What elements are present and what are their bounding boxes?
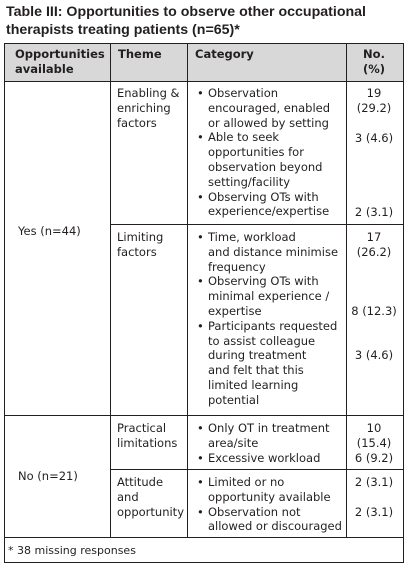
count-value: 19 (29.2) bbox=[356, 86, 392, 115]
category-list-practical bbox=[197, 421, 330, 465]
theme-attitude-opportunity: Attitude and opportunity bbox=[117, 475, 184, 519]
category-item: • Excessive workload bbox=[197, 451, 330, 466]
table-footnote: * 38 missing responses bbox=[8, 544, 136, 557]
category-list-limiting bbox=[197, 230, 338, 408]
count-value: 10 (15.4) bbox=[356, 421, 392, 450]
theme-practical-limitations: Practical limitations bbox=[117, 421, 178, 450]
column-divider-1 bbox=[110, 44, 111, 537]
theme-limiting-factors: Limiting factors bbox=[117, 230, 164, 259]
category-item: • Only OT in treatment area/site bbox=[197, 421, 330, 451]
category-list-enabling bbox=[197, 86, 330, 219]
category-item: • Observation not allowed or discouraged bbox=[197, 505, 342, 535]
count-value: 3 (4.6) bbox=[354, 131, 394, 145]
category-item: • Limited or no opportunity available bbox=[197, 475, 342, 505]
group-label-yes: Yes (n=44) bbox=[18, 224, 81, 238]
category-item: • Observation encouraged, enabled or allowed by setting bbox=[197, 86, 330, 130]
category-item: • Time, workload and distance minimise frequency bbox=[197, 230, 338, 274]
table-title bbox=[6, 4, 404, 39]
count-value: 3 (4.6) bbox=[354, 348, 394, 362]
group-label-no: No (n=21) bbox=[18, 469, 78, 483]
category-item: • Participants requested to assist colleague during treatment and felt that this limited learning potential bbox=[197, 319, 338, 408]
header-divider bbox=[5, 81, 403, 82]
count-value: 17 (26.2) bbox=[356, 230, 392, 259]
group-divider bbox=[5, 415, 403, 416]
footnote-divider bbox=[5, 537, 403, 538]
table-title-line-1: Table III: Opportunities to observe other occupational bbox=[6, 4, 366, 20]
header-opportunities: Opportunities available bbox=[15, 47, 105, 76]
category-item: • Able to seek opportunities for observation beyond setting/facility bbox=[197, 130, 330, 189]
header-category: Category bbox=[195, 47, 254, 61]
category-item: • Observing OTs with minimal experience / expertise bbox=[197, 274, 338, 318]
count-value: 6 (9.2) bbox=[354, 451, 394, 465]
count-value: 2 (3.1) bbox=[354, 475, 394, 489]
table-title-line-2: therapists treating patients (n=65)* bbox=[6, 21, 240, 38]
theme-enabling-enriching: Enabling & enriching factors bbox=[117, 86, 180, 130]
theme-divider-yes bbox=[110, 224, 403, 225]
header-theme: Theme bbox=[118, 47, 162, 61]
count-value: 2 (3.1) bbox=[354, 505, 394, 519]
column-divider-3 bbox=[346, 44, 347, 537]
category-item: • Observing OTs with experience/expertise bbox=[197, 190, 330, 220]
header-number: No. (%) bbox=[362, 47, 386, 76]
count-value: 2 (3.1) bbox=[354, 205, 394, 219]
column-divider-2 bbox=[187, 44, 188, 537]
count-value: 8 (12.3) bbox=[351, 304, 397, 318]
category-list-attitude bbox=[197, 475, 342, 534]
theme-divider-no bbox=[110, 469, 403, 470]
